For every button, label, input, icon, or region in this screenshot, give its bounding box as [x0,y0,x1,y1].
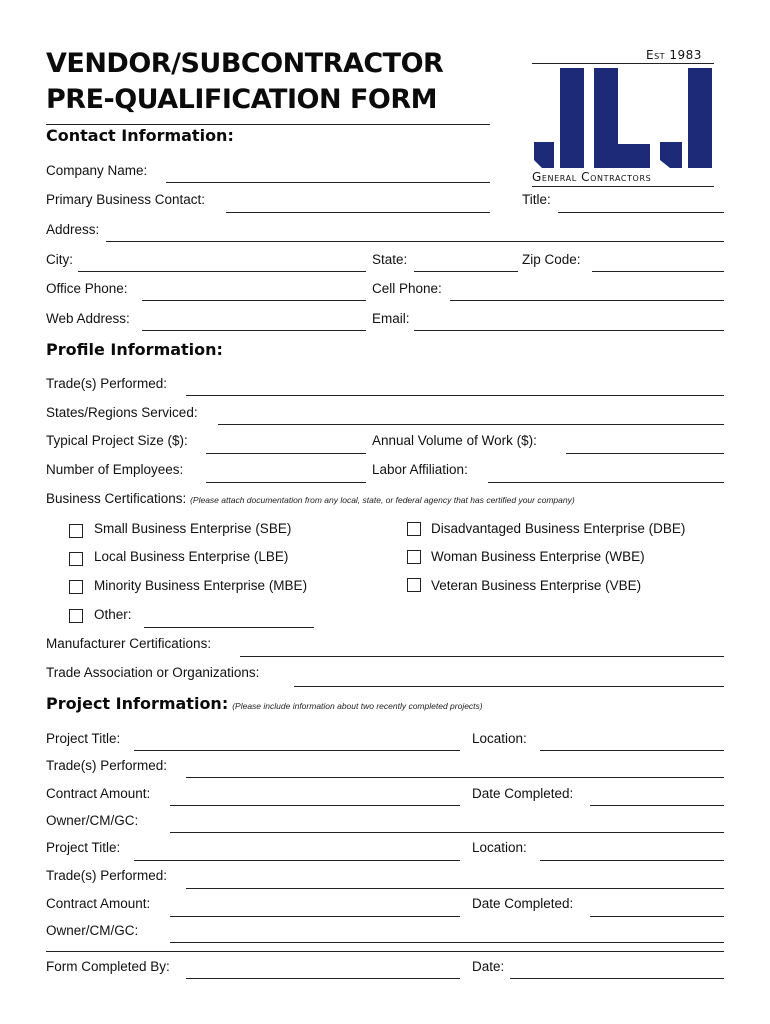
cell-phone-field[interactable] [450,300,724,301]
project1-location-label: Location: [472,731,527,746]
contact-heading: Contact Information: [46,126,234,145]
project2-title-label: Project Title: [46,840,121,855]
city-field[interactable] [78,271,366,272]
trades-field[interactable] [186,395,724,396]
project1-contract-label: Contract Amount: [46,786,151,801]
lbe-label: Local Business Enterprise (LBE) [94,549,289,564]
logo-tagline: General Contractors [532,170,652,184]
footer-divider [46,951,724,952]
project2-trades-label: Trade(s) Performed: [46,868,168,883]
project1-date-label: Date Completed: [472,786,574,801]
address-label: Address: [46,222,100,237]
states-label: States/Regions Serviced: [46,405,198,420]
wbe-label: Woman Business Enterprise (WBE) [431,549,645,564]
web-address-field[interactable] [142,330,366,331]
project1-owner-label: Owner/CM/GC: [46,813,139,828]
completed-by-label: Form Completed By: [46,959,170,974]
company-logo [530,46,716,188]
project2-location-label: Location: [472,840,527,855]
project-heading-text: Project Information: [46,694,229,713]
manufacturer-field[interactable] [240,656,724,657]
other-checkbox[interactable] [69,609,83,623]
project2-location-field[interactable] [540,860,724,861]
profile-heading: Profile Information: [46,340,223,359]
state-label: State: [372,252,408,267]
project1-contract-field[interactable] [170,805,460,806]
logo-est: Est 1983 [646,48,702,62]
form-title-line2: PRE-QUALIFICATION FORM [46,84,437,115]
lbe-checkbox[interactable] [69,552,83,566]
vbe-checkbox[interactable] [407,578,421,592]
form-title-line1: VENDOR/SUBCONTRACTOR [46,48,444,79]
certifications-label-text: Business Certifications: [46,491,187,506]
title-rule [46,124,490,125]
other-field[interactable] [144,627,314,628]
project1-location-field[interactable] [540,750,724,751]
trade-assoc-label: Trade Association or Organizations: [46,665,260,680]
certifications-label [46,491,575,506]
wbe-checkbox[interactable] [407,550,421,564]
project2-owner-label: Owner/CM/GC: [46,923,139,938]
manufacturer-label: Manufacturer Certifications: [46,636,212,651]
title-label: Title: [522,192,551,207]
annual-volume-field[interactable] [566,453,724,454]
project2-date-field[interactable] [590,916,724,917]
project1-date-field[interactable] [590,805,724,806]
company-name-field[interactable] [166,182,490,183]
project-size-field[interactable] [206,453,366,454]
project-size-label: Typical Project Size ($): [46,433,188,448]
project2-title-field[interactable] [134,860,460,861]
certifications-note: (Please attach documentation from any local, state, or federal agency that has certified your company) [190,495,575,505]
date-label: Date: [472,959,505,974]
labor-label: Labor Affiliation: [372,462,468,477]
project-note: (Please include information about two recently completed projects) [232,701,483,711]
mbe-label: Minority Business Enterprise (MBE) [94,578,308,593]
states-field[interactable] [218,424,724,425]
date-field[interactable] [510,978,724,979]
labor-field[interactable] [488,482,724,483]
web-address-label: Web Address: [46,311,130,326]
trades-label: Trade(s) Performed: [46,376,168,391]
project2-owner-field[interactable] [170,942,724,943]
project1-trades-field[interactable] [186,777,724,778]
cell-phone-label: Cell Phone: [372,281,442,296]
annual-volume-label: Annual Volume of Work ($): [372,433,537,448]
project2-date-label: Date Completed: [472,896,574,911]
zip-label: Zip Code: [522,252,581,267]
employees-field[interactable] [206,482,366,483]
logo-bottom-rule [532,186,714,187]
project1-title-label: Project Title: [46,731,121,746]
project2-contract-field[interactable] [170,916,460,917]
sbe-checkbox[interactable] [69,524,83,538]
employees-label: Number of Employees: [46,462,184,477]
state-field[interactable] [414,271,518,272]
vbe-label: Veteran Business Enterprise (VBE) [431,578,642,593]
project-heading [46,694,483,713]
completed-by-field[interactable] [186,978,460,979]
project1-owner-field[interactable] [170,832,724,833]
zip-field[interactable] [592,271,724,272]
dbe-label: Disadvantaged Business Enterprise (DBE) [431,521,686,536]
mbe-checkbox[interactable] [69,580,83,594]
trade-assoc-field[interactable] [294,686,724,687]
logo-jlj-mark [532,66,716,170]
dbe-checkbox[interactable] [407,522,421,536]
project1-title-field[interactable] [134,750,460,751]
sbe-label: Small Business Enterprise (SBE) [94,521,292,536]
primary-contact-field[interactable] [226,212,490,213]
email-label: Email: [372,311,410,326]
project2-trades-field[interactable] [186,888,724,889]
address-field[interactable] [106,241,724,242]
logo-top-rule [532,63,714,64]
project2-contract-label: Contract Amount: [46,896,151,911]
city-label: City: [46,252,73,267]
office-phone-field[interactable] [142,300,366,301]
company-name-label: Company Name: [46,163,148,178]
title-field[interactable] [558,212,724,213]
primary-contact-label: Primary Business Contact: [46,192,206,207]
office-phone-label: Office Phone: [46,281,128,296]
email-field[interactable] [414,330,724,331]
project1-trades-label: Trade(s) Performed: [46,758,168,773]
other-label: Other: [94,607,132,622]
